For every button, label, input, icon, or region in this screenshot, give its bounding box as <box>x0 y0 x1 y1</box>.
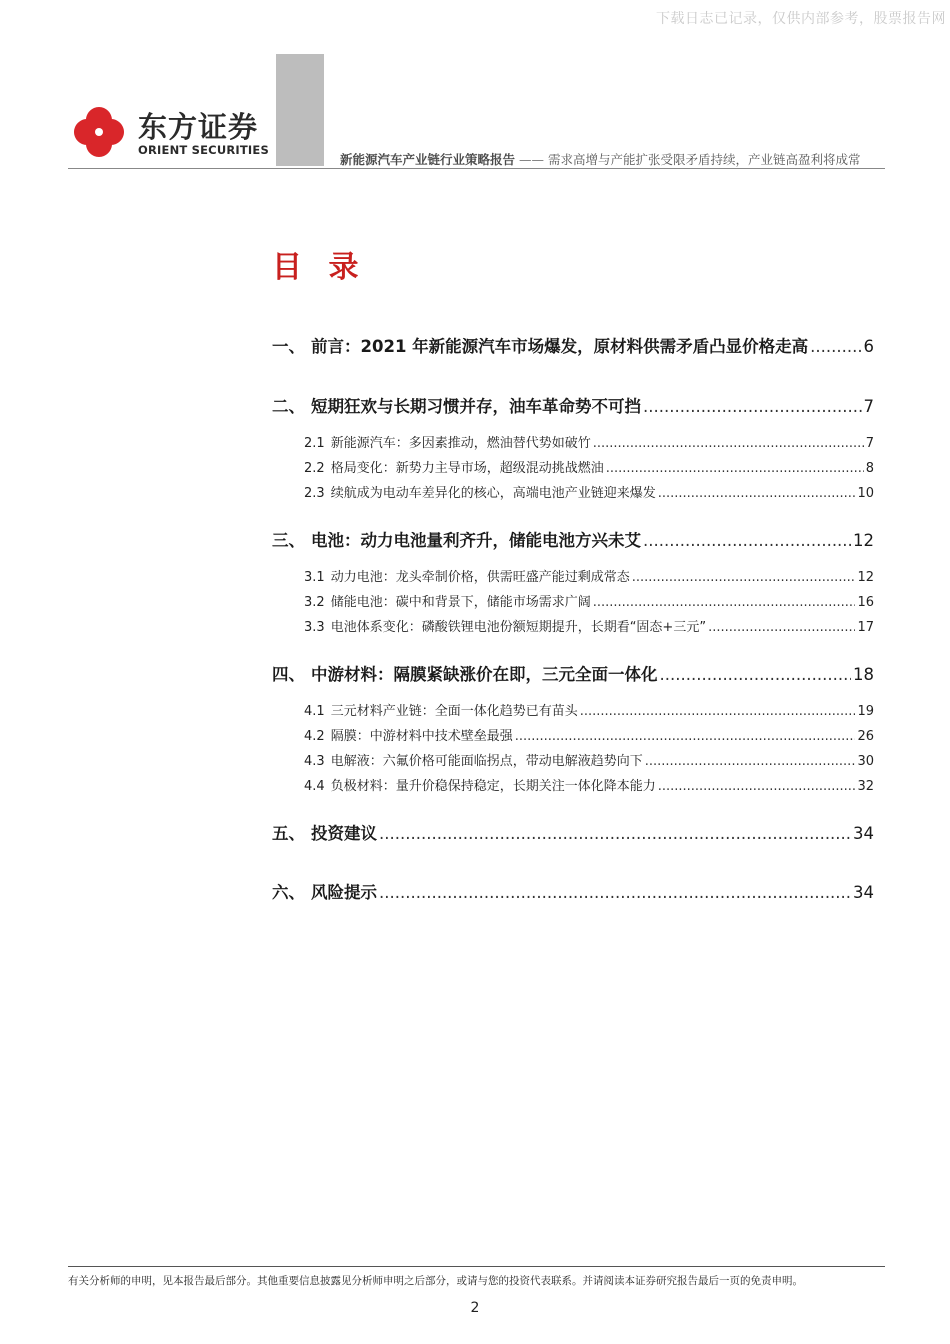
toc-subentry[interactable] <box>272 457 874 476</box>
toc-entry[interactable] <box>272 820 874 844</box>
orient-securities-logo <box>70 103 270 159</box>
toc-subentry[interactable] <box>272 750 874 769</box>
footer-divider <box>68 1266 885 1267</box>
toc-entry-text: 前言：2021 年新能源汽车市场爆发，原材料供需矛盾凸显价格走高 <box>311 337 809 356</box>
footer-disclaimer: 有关分析师的申明，见本报告最后部分。其他重要信息披露见分析师申明之后部分，或请与您的投资代表联系。并请阅读本证券研究报告最后一页的免责申明。 <box>68 1275 803 1287</box>
toc-entry-page: 17 <box>857 620 874 635</box>
header-dash: —— <box>519 152 545 167</box>
toc-entry-page: 8 <box>865 461 874 476</box>
toc-leader-dots <box>660 665 852 684</box>
toc-leader-dots <box>606 461 864 476</box>
toc-subentry[interactable] <box>272 432 874 451</box>
toc-entry-number: 三、 <box>272 531 305 550</box>
toc-leader-dots <box>643 531 851 550</box>
toc-entry-text: 中游材料：隔膜紧缺涨价在即，三元全面一体化 <box>311 665 658 684</box>
toc-leader-dots <box>580 704 856 719</box>
toc-leader-dots <box>658 486 856 501</box>
toc-leader-dots <box>645 754 856 769</box>
header-divider <box>68 168 885 169</box>
toc-entry-text: 隔膜：中游材料中技术壁垒最强 <box>330 729 513 744</box>
toc-subentry[interactable] <box>272 775 874 794</box>
toc-entry-number: 4.4 <box>304 779 325 794</box>
toc-entry-page: 34 <box>853 824 874 843</box>
toc-entry-text: 短期狂欢与长期习惯并存，油车革命势不可挡 <box>311 397 641 416</box>
report-subtitle: 需求高增与产能扩张受限矛盾持续，产业链高盈利将成常 <box>548 152 861 167</box>
toc-entry-number: 3.2 <box>304 595 325 610</box>
toc-leader-dots <box>643 397 862 416</box>
toc-entry-page: 30 <box>857 754 874 769</box>
toc-entry-page: 32 <box>857 779 874 794</box>
toc-entry-number: 4.3 <box>304 754 325 769</box>
toc-entry-number: 4.1 <box>304 704 325 719</box>
toc-entry-number: 五、 <box>272 824 305 843</box>
toc-entry[interactable] <box>272 527 874 551</box>
orient-logo-icon <box>70 103 128 161</box>
toc-entry-page: 18 <box>853 665 874 684</box>
report-title: 新能源汽车产业链行业策略报告 <box>340 152 516 167</box>
toc-entry-number: 2.2 <box>304 461 325 476</box>
toc-leader-dots <box>379 883 851 902</box>
toc-entry-text: 储能电池：碳中和背景下，储能市场需求广阔 <box>330 595 591 610</box>
toc-entry[interactable] <box>272 393 874 417</box>
toc-entry-page: 16 <box>857 595 874 610</box>
toc-entry-page: 7 <box>863 397 874 416</box>
toc-entry-page: 19 <box>857 704 874 719</box>
toc-entry-number: 二、 <box>272 397 305 416</box>
toc-leader-dots <box>515 729 856 744</box>
watermark: 下载日志已记录，仅供内部参考，股票报告网 <box>656 11 946 27</box>
toc-entry-text: 风险提示 <box>311 883 377 902</box>
toc-title: 目 录 <box>272 250 367 285</box>
toc-entry-number: 2.3 <box>304 486 325 501</box>
toc-entry-page: 6 <box>863 337 874 356</box>
toc-entry-number: 3.1 <box>304 570 325 585</box>
toc-entry-page: 34 <box>853 883 874 902</box>
toc-entry-number: 六、 <box>272 883 305 902</box>
toc-entry[interactable] <box>272 879 874 903</box>
toc-subentry[interactable] <box>272 700 874 719</box>
toc-subentry[interactable] <box>272 616 874 635</box>
toc-entry-text: 新能源汽车：多因素推动，燃油替代势如破竹 <box>330 436 591 451</box>
toc-leader-dots <box>658 779 856 794</box>
toc-entry[interactable] <box>272 333 874 357</box>
toc-subentry[interactable] <box>272 482 874 501</box>
toc-leader-dots <box>379 824 851 843</box>
toc-entry-number: 四、 <box>272 665 305 684</box>
toc-entry-page: 12 <box>853 531 874 550</box>
toc-entry-page: 7 <box>865 436 874 451</box>
toc-entry-text: 三元材料产业链：全面一体化趋势已有苗头 <box>330 704 578 719</box>
toc-entry-page: 12 <box>857 570 874 585</box>
toc-subentry[interactable] <box>272 566 874 585</box>
toc-entry-text: 动力电池：龙头牵制价格，供需旺盛产能过剩成常态 <box>330 570 630 585</box>
toc-entry-number: 一、 <box>272 337 305 356</box>
toc-leader-dots <box>593 595 856 610</box>
toc-leader-dots <box>593 436 864 451</box>
toc-entry-text: 电池：动力电池量利齐升，储能电池方兴未艾 <box>311 531 641 550</box>
logo-english-name: ORIENT SECURITIES <box>138 143 269 157</box>
toc-entry-text: 续航成为电动车差异化的核心，高端电池产业链迎来爆发 <box>330 486 656 501</box>
header-gray-bar <box>276 54 324 166</box>
toc-leader-dots <box>708 620 855 635</box>
toc-entry-number: 4.2 <box>304 729 325 744</box>
toc-entry-text: 格局变化：新势力主导市场，超级混动挑战燃油 <box>330 461 604 476</box>
toc-subentry[interactable] <box>272 725 874 744</box>
toc-entry-text: 电池体系变化：磷酸铁锂电池份额短期提升，长期看“固态+三元” <box>330 620 707 635</box>
toc-entry-page: 26 <box>857 729 874 744</box>
toc-entry-text: 投资建议 <box>311 824 377 843</box>
toc-entry-page: 10 <box>857 486 874 501</box>
page-number: 2 <box>470 1300 480 1316</box>
logo-chinese-name: 东方证券 <box>138 110 259 144</box>
toc-subentry[interactable] <box>272 591 874 610</box>
toc-entry-text: 负极材料：量升价稳保持稳定，长期关注一体化降本能力 <box>330 779 656 794</box>
toc-leader-dots <box>632 570 856 585</box>
toc-entry-text: 电解液：六氟价格可能面临拐点，带动电解液趋势向下 <box>330 754 643 769</box>
report-header <box>340 150 861 168</box>
toc-entry[interactable] <box>272 661 874 685</box>
toc-leader-dots <box>810 337 861 356</box>
toc-entry-number: 2.1 <box>304 436 325 451</box>
toc-entry-number: 3.3 <box>304 620 325 635</box>
